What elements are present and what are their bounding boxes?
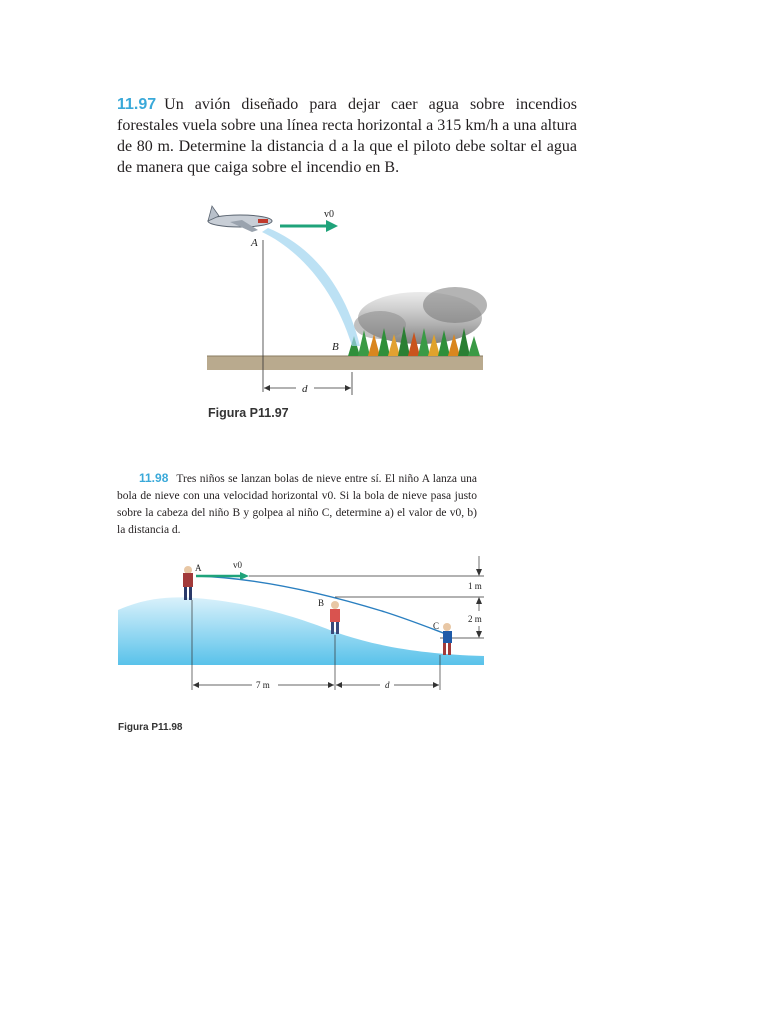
problem-statement-2: Tres niños se lanzan bolas de nieve entre sí. El niño A lanza una bola de nieve con una velocidad horizontal v0. Si la bola de nieve pasa justo sobre la cabeza del niño B y golpea al niño C, determine a) el valor de v0, b) la distancia d. <box>117 473 477 536</box>
label-v0-2: v0 <box>233 560 242 570</box>
problem-statement: Un avión diseñado para dejar caer agua sobre incendios forestales vuela sobre una línea recta horizontal a 315 km/h a una altura de 80 m. Determine la distancia d a la que el piloto debe soltar el agua de manera que caiga sobre el incendio en B. <box>117 96 577 176</box>
label-b: B <box>332 341 339 353</box>
problem-number-2: 11.98 <box>139 471 169 485</box>
label-v0: v0 <box>324 209 334 220</box>
label-b-2: B <box>318 598 325 608</box>
label-d: d <box>302 383 308 395</box>
problem-11-98-text <box>117 470 477 539</box>
child-b <box>330 601 340 634</box>
dim-7m: 7 m <box>256 680 270 690</box>
figure-p11-98 <box>118 556 484 690</box>
ground <box>207 356 483 370</box>
label-a-2: A <box>195 563 202 573</box>
figure-caption-p11-98: Figura P11.98 <box>118 722 183 733</box>
child-c <box>443 623 452 655</box>
airplane <box>208 206 272 232</box>
dim-d: d <box>385 680 390 690</box>
label-c: C <box>433 621 440 631</box>
figure-caption-p11-97: Figura P11.97 <box>208 406 289 420</box>
dim-2m: 2 m <box>468 614 482 624</box>
snow-hill <box>118 597 484 665</box>
problem-number: 11.97 <box>117 96 157 113</box>
water-spray <box>262 228 360 346</box>
child-a <box>183 566 193 600</box>
dim-1m: 1 m <box>468 581 482 591</box>
label-a: A <box>251 237 258 249</box>
